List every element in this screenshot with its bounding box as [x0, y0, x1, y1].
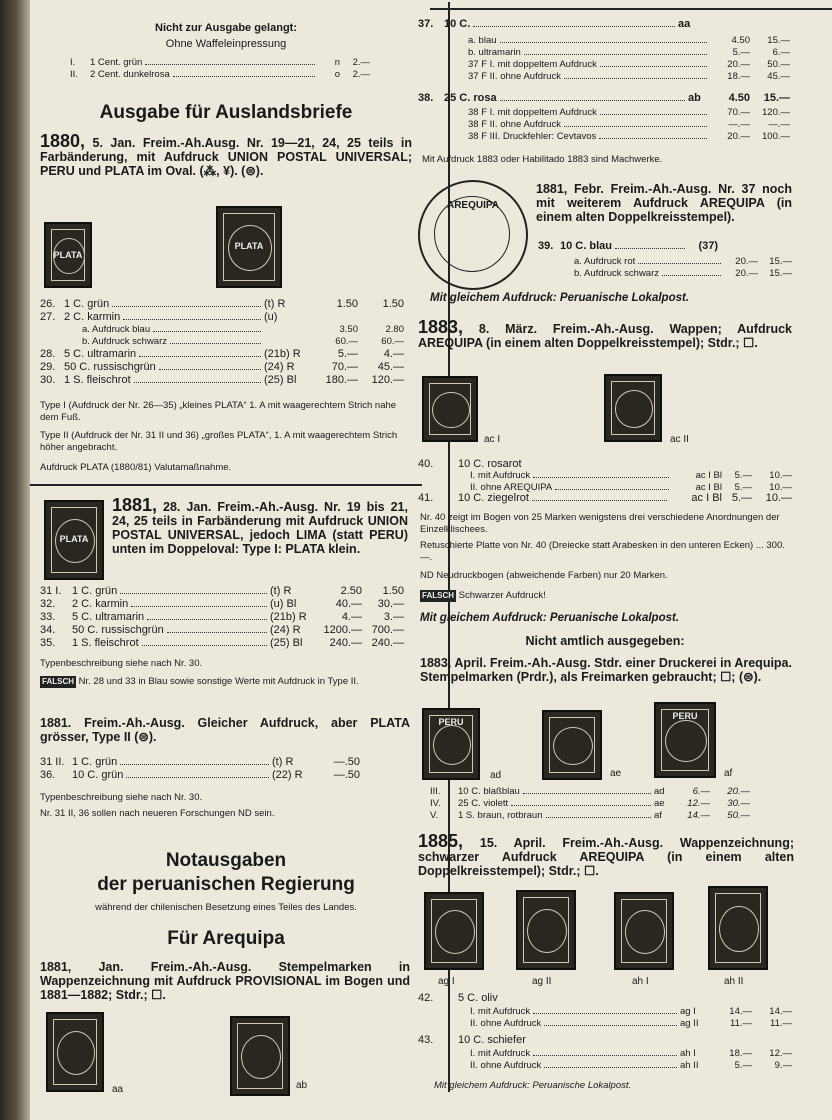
table-row: 33. 5 C. ultramarin (21b) R 4.— 3.— [40, 611, 404, 623]
arequipa-postmark [418, 180, 528, 290]
s1881-heading: 1881, 28. Jan. Freim.-Ah.-Ausg. Nr. 19 bis 21, 24, 25 teils in Farbänderung mit Aufdruck UNION POSTAL UNIVERSAL, jedoch LIMA (statt PERU) unten im Doppeloval: Type I: PLATA klein. [112, 495, 408, 556]
stamp-image-ahI [614, 892, 674, 970]
retusch-note: Retuschierte Platte von Nr. 40 (Dreiecke statt Arabesken in den unteren Ecken) ... 300.—. [420, 540, 785, 563]
typen-note-2: Typenbeschreibung siehe nach Nr. 30. [40, 792, 203, 803]
stamp-image-aa [46, 1012, 104, 1092]
stamp-image-agI [424, 892, 484, 970]
rows-43 [470, 1048, 792, 1072]
nzag-subtitle: Ohne Waffeleinpressung [165, 38, 287, 50]
nzag-list [70, 57, 370, 81]
forsch-note: Nr. 31 II, 36 sollen nach neueren Forschungen ND sein. [40, 808, 275, 819]
stamp-image-lima: PLATA [44, 500, 104, 580]
table-row: 31 I. 1 C. grün (t) R 2.50 1.50 [40, 585, 404, 597]
notaus-title-1: Notausgaben [165, 850, 287, 871]
table-row: a. blau 4.50 15.— [468, 35, 790, 46]
table-row: I. mit Aufdruck ag I 14.— 14.— [470, 1006, 792, 1017]
table-row: 26. 1 C. grün (t) R 1.50 1.50 [40, 298, 404, 310]
table-row: IV. 25 C. violett ae 12.— 30.— [430, 798, 750, 809]
table-row: 37 F II. ohne Aufdruck 18.— 45.— [468, 71, 790, 82]
stamp-image-ab [230, 1016, 290, 1096]
item-39: 39. 10 C. blau (37) [538, 240, 718, 252]
table-row: a. Aufdruck rot 20.— 15.— [574, 256, 792, 267]
label-ahI: ah I [632, 976, 649, 987]
stamp-image-acII [604, 374, 662, 442]
rows-38 [468, 107, 790, 143]
lokal-note-3: Mit gleichem Aufdruck: Peruanische Lokalpost. [434, 1080, 632, 1091]
section-rule [30, 484, 422, 486]
type1-note: Type I (Aufdruck der Nr. 26—35) „kleines PLATA“ 1. A mit waagerechtem Strich nahe dem Fuß. [40, 400, 397, 423]
item-41: 41. 10 C. ziegelrot ac I Bl 5.— 10.— [418, 492, 792, 504]
habil-note: Mit Aufdruck 1883 oder Habilitado 1883 sind Machwerke. [422, 154, 663, 165]
item-38: 38. 25 C. rosa ab 4.50 15.— [418, 92, 790, 104]
nicht-amtl: Nicht amtlich ausgegeben: [525, 634, 685, 648]
valuta-note: Aufdruck PLATA (1880/81) Valutamaßnahme. [40, 462, 232, 473]
stamp-image-af: PERU [654, 702, 716, 778]
table-row: 35. 1 S. fleischrot (25) Bl 240.— 240.— [40, 637, 404, 649]
ausland-title: Ausgabe für Auslandsbriefe [99, 102, 353, 123]
stamp-image-ahII [708, 886, 768, 970]
item-42: 42. 5 C. oliv [418, 992, 498, 1004]
table-row: 30. 1 S. fleischrot (25) Bl 180.— 120.— [40, 374, 404, 386]
top-rule [430, 8, 832, 10]
type2-note: Type II (Aufdruck der Nr. 31 II und 36) „großes PLATA“, 1. A mit waagerechtem Strich höher angebracht. [40, 430, 398, 453]
label-agI: ag I [438, 976, 455, 987]
rows-1880 [40, 298, 404, 387]
rows-1881b [40, 756, 360, 782]
table-row: 29. 50 C. russischgrün (24) R 70.— 45.— [40, 361, 404, 373]
table-row: I. mit Aufdruck ac I Bl 5.— 10.— [470, 470, 792, 481]
table-row: b. Aufdruck schwarz 60.— 60.— [82, 336, 404, 347]
notaus-title-2: der peruanischen Regierung [97, 874, 355, 895]
postmark-text: AREQUIPA [446, 200, 500, 211]
rows-III-V [430, 786, 750, 822]
table-row: II. ohne AREQUIPA ac I Bl 5.— 10.— [470, 482, 792, 493]
note-40: Nr. 40 zeigt im Bogen von 25 Marken wenigstens drei verschiedene Anordnungen der Einzelklischees. [420, 512, 780, 535]
table-row: b. ultramarin 5.— 6.— [468, 47, 790, 58]
table-row: 38 F I. mit doppeltem Aufdruck 70.— 120.— [468, 107, 790, 118]
label-acI: ac I [484, 434, 501, 445]
item-40: 40. 10 C. rosarot [418, 458, 522, 470]
label-af: af [724, 768, 733, 779]
stamp-image-ad: PERU [422, 708, 480, 780]
label-ad: ad [490, 770, 502, 781]
nd-note: ND Neudruckbogen (abweichende Farben) nur 20 Marken. [420, 570, 668, 581]
label-acII: ac II [670, 434, 689, 445]
arequipa-title: Für Arequipa [167, 928, 285, 949]
typen-note-1: Typenbeschreibung siehe nach Nr. 30. [40, 658, 203, 669]
rows-37 [468, 35, 790, 83]
table-row: I. mit Aufdruck ah I 18.— 12.— [470, 1048, 792, 1059]
s1883b-heading: 1883, April. Freim.-Ah.-Ausg. Stdr. einer Druckerei in Arequipa. Stempelmarken (Prdr.), als Freimarken gebraucht; ☐; (⊜). [420, 656, 792, 684]
rows-42 [470, 1006, 792, 1030]
notaus-subtitle: während der chilenischen Besetzung eines Teiles des Landes. [95, 902, 357, 913]
table-row: 37 F I. mit doppeltem Aufdruck 20.— 50.— [468, 59, 790, 70]
nzag-title: Nicht zur Ausgabe gelangt: [155, 22, 297, 34]
table-row: V. 1 S. braun, rotbraun af 14.— 50.— [430, 810, 750, 821]
label-agII: ag II [532, 976, 552, 987]
stamp-image-ae [542, 710, 602, 780]
stamp-image-large: PLATA [216, 206, 282, 288]
falsch-badge: FALSCH [422, 591, 454, 600]
s1881f-heading: 1881, Febr. Freim.-Ah.-Ausg. Nr. 37 noch mit weiterem Aufdruck AREQUIPA (in einem alten Doppelkreisstempel). [536, 182, 792, 224]
table-row: 27. 2 C. karmin (u) [40, 311, 278, 323]
s1880-heading: 1880, 5. Jan. Freim.-Ah.Ausg. Nr. 19—21, 24, 25 teils in Farbänderung, mit Aufdruck UNION POSTAL UNIVERSAL; PERU und PLATA im Oval. (⁂, ¥). (⊜). [40, 131, 412, 178]
table-row: II. ohne Aufdruck ah II 5.— 9.— [470, 1060, 792, 1071]
list-item: I. 1 Cent. grün n 2.— [70, 57, 370, 68]
table-row: 31 II. 1 C. grün (t) R —.50 [40, 756, 360, 768]
label-aa: aa [112, 1084, 124, 1095]
falsch-badge: FALSCH [42, 677, 74, 686]
list-item: II. 2 Cent. dunkelrosa o 2.— [70, 69, 370, 80]
stamp-image-agII [516, 890, 576, 970]
book-spine-shadow [0, 0, 30, 1120]
rows-1881 [40, 585, 404, 650]
item-37: 37. 10 C. aa [418, 18, 691, 30]
s1883-heading: 1883, 8. März. Freim.-Ah.-Ausg. Wappen; Aufdruck AREQUIPA (in einem alten Doppelkreisstempel); Stdr.; ☐. [418, 317, 792, 350]
schwarz-note: FALSCH Schwarzer Aufdruck! [422, 590, 546, 601]
stamp-image-small: PLATA [44, 222, 92, 288]
table-row: 38 F II. ohne Aufdruck —.— —.— [468, 119, 790, 130]
catalog-page [30, 0, 832, 1120]
s1881c-heading: 1881, Jan. Freim.-Ah.-Ausg. Stempelmarken in Wappenzeichnung mit Aufdruck PROVISIONAL im Bogen und 1881—1882; Stdr.; ☐. [40, 960, 410, 1002]
rows-40 [470, 470, 792, 494]
s1885-heading: 1885, 15. April. Freim.-Ah.-Ausg. Wappenzeichnung; schwarzer Aufdruck AREQUIPA (in einem alten Doppelkreisstempel); Stdr.; ☐. [418, 831, 794, 878]
lokal-note-1: Mit gleichem Aufdruck: Peruanische Lokalpost. [430, 292, 690, 304]
label-ab: ab [296, 1080, 308, 1091]
stamp-image-acI [422, 376, 478, 442]
table-row: a. Aufdruck blau 3.50 2.80 [82, 324, 404, 335]
table-row: 34. 50 C. russischgrün (24) R 1200.— 700.— [40, 624, 404, 636]
item-43: 43. 10 C. schiefer [418, 1034, 526, 1046]
label-ae: ae [610, 768, 622, 779]
table-row: 38 F III. Druckfehler: Cevtavos 20.— 100.— [468, 131, 790, 142]
rows-39 [574, 256, 792, 280]
table-row: 28. 5 C. ultramarin (21b) R 5.— 4.— [40, 348, 404, 360]
label-ahII: ah II [724, 976, 744, 987]
table-row: III. 10 C. blaßblau ad 6.— 20.— [430, 786, 750, 797]
falsch-note: FALSCH Nr. 28 und 33 in Blau sowie sonstige Werte mit Aufdruck in Type II. [42, 676, 359, 687]
table-row: II. ohne Aufdruck ag II 11.— 11.— [470, 1018, 792, 1029]
lokal-note-2: Mit gleichem Aufdruck: Peruanische Lokalpost. [420, 612, 680, 624]
s1881b-heading: 1881. Freim.-Ah.-Ausg. Gleicher Aufdruck, aber PLATA grösser, Type II (⊜). [40, 716, 410, 744]
table-row: 32. 2 C. karmin (u) Bl 40.— 30.— [40, 598, 404, 610]
table-row: b. Aufdruck schwarz 20.— 15.— [574, 268, 792, 279]
table-row: 36. 10 C. grün (22) R —.50 [40, 769, 360, 781]
